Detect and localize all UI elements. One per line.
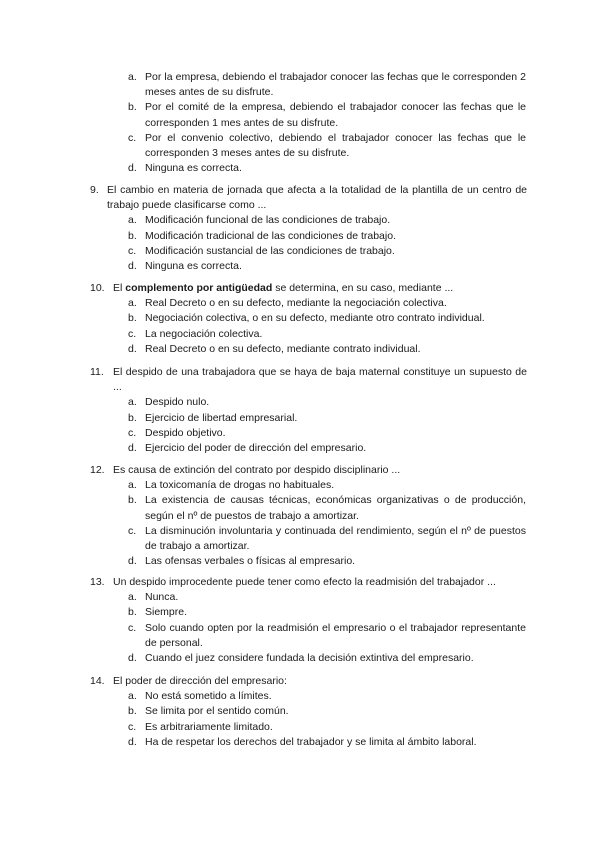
option-text: Real Decreto o en su defecto, mediante la negociación colectiva.: [145, 297, 447, 310]
option-text: Cuando el juez considere fundada la decisión extintiva del empresario.: [145, 652, 474, 665]
question-stem: [0, 575, 600, 590]
option-text: Las ofensas verbales o físicas al empresario.: [145, 555, 356, 568]
question-text: El despido de una trabajadora que se haya de baja maternal constituye un supuesto de ...: [113, 366, 527, 394]
option-b: [0, 605, 600, 620]
option-text: Es arbitrariamente limitado.: [145, 720, 273, 733]
option-b: [0, 229, 600, 244]
option-letter: c.: [128, 426, 137, 439]
question-number: 13.: [90, 576, 105, 588]
question-stem: [0, 365, 600, 395]
option-a: [0, 213, 600, 228]
option-c: [0, 524, 600, 554]
option-letter: d.: [128, 442, 137, 455]
option-a: [0, 590, 600, 605]
option-d: [0, 735, 600, 750]
option-text: La negociación colectiva.: [145, 327, 263, 340]
option-letter: b.: [128, 494, 137, 507]
option-text: Despido objetivo.: [145, 426, 226, 439]
option-text: Ha de respetar los derechos del trabajador y se limita al ámbito laboral.: [145, 735, 477, 748]
option-letter: b.: [128, 705, 137, 718]
option-text: Ninguna es correcta.: [145, 260, 242, 273]
option-c: [0, 131, 600, 161]
option-text: Ejercicio del poder de dirección del empresario.: [145, 442, 367, 455]
option-letter: c.: [128, 720, 137, 733]
option-letter: a.: [128, 479, 137, 492]
option-text: Ejercicio de libertad empresarial.: [145, 411, 298, 424]
option-text: La disminución involuntaria y continuada del rendimiento, según el nº de puestos de trabajo a amortizar.: [145, 524, 526, 553]
option-letter: d.: [128, 652, 137, 665]
option-letter: d.: [128, 162, 137, 175]
option-letter: b.: [128, 101, 137, 114]
option-letter: a.: [128, 690, 137, 703]
question-14: [0, 674, 600, 750]
question-stem: [0, 183, 600, 213]
option-d: [0, 259, 600, 274]
option-letter: b.: [128, 312, 137, 325]
option-letter: c.: [128, 524, 137, 537]
option-b: [0, 411, 600, 426]
question-12: [0, 463, 600, 569]
option-text: Modificación tradicional de las condiciones de trabajo.: [145, 229, 396, 242]
option-a: [0, 395, 600, 410]
option-text: Ninguna es correcta.: [145, 162, 242, 175]
question-9: [0, 183, 600, 274]
option-letter: a.: [128, 71, 137, 83]
option-text: Por la empresa, debiendo el trabajador conocer las fechas que le corresponden 2 meses antes de su disfrute.: [145, 71, 526, 99]
option-b: [0, 311, 600, 326]
option-b: [0, 100, 600, 130]
option-letter: d.: [128, 555, 137, 568]
option-a: [0, 70, 600, 100]
option-letter: c.: [128, 327, 137, 340]
option-text: Despido nulo.: [145, 396, 210, 409]
option-letter: a.: [128, 396, 137, 409]
question-11: [0, 365, 600, 456]
option-text: No está sometido a límites.: [145, 690, 272, 703]
option-d: [0, 441, 600, 456]
option-text: Por el comité de la empresa, debiendo el trabajador conocer las fechas que le corresponden 1 mes antes de su disfrute.: [145, 101, 526, 129]
option-d: [0, 342, 600, 357]
option-b: [0, 493, 600, 523]
question-text-after: se determina, en su caso, mediante ...: [272, 282, 454, 294]
option-text: La existencia de causas técnicas, económicas organizativas o de producción, según el nº de puestos de trabajo a amortizar.: [145, 494, 526, 522]
question-text: Un despido improcedente puede tener como efecto la readmisión del trabajador ...: [113, 576, 496, 588]
question-stem: [0, 463, 600, 478]
option-text: Real Decreto o en su defecto, mediante contrato individual.: [145, 342, 421, 355]
option-text: Por el convenio colectivo, debiendo el trabajador conocer las fechas que le corresponden 3 meses antes de su disfrute.: [145, 131, 526, 160]
option-letter: b.: [128, 229, 137, 242]
option-b: [0, 704, 600, 719]
option-letter: c.: [128, 621, 137, 634]
option-letter: b.: [128, 411, 137, 424]
option-d: [0, 161, 600, 176]
option-d: [0, 554, 600, 569]
option-letter: c.: [128, 131, 137, 144]
option-a: [0, 296, 600, 311]
option-text: Se limita por el sentido común.: [145, 705, 289, 718]
option-text: Negociación colectiva, o en su defecto, mediante otro contrato individual.: [145, 312, 485, 325]
question-text: El poder de dirección del empresario:: [113, 675, 287, 687]
question-text: [113, 281, 527, 296]
option-letter: c.: [128, 244, 137, 257]
question-number: 11.: [90, 366, 104, 378]
option-letter: a.: [128, 297, 137, 310]
option-letter: a.: [128, 591, 137, 604]
option-text: Modificación sustancial de las condiciones de trabajo.: [145, 244, 395, 257]
prev-question-options: [0, 70, 600, 176]
option-letter: d.: [128, 260, 137, 273]
question-number: 10.: [90, 282, 105, 294]
option-d: [0, 651, 600, 666]
question-stem: [0, 281, 600, 296]
option-letter: a.: [128, 214, 137, 227]
question-number: 9.: [90, 184, 99, 196]
question-text: El cambio en materia de jornada que afecta a la totalidad de la plantilla de un centro de trabajo puede clasificarse como ...: [107, 184, 527, 212]
option-text: La toxicomanía de drogas no habituales.: [145, 479, 335, 492]
question-10: [0, 281, 600, 357]
option-a: [0, 689, 600, 704]
option-c: [0, 720, 600, 735]
option-letter: d.: [128, 342, 137, 355]
question-text: Es causa de extinción del contrato por despido disciplinario ...: [113, 464, 401, 476]
question-text-bold: complemento por antigüedad: [125, 282, 273, 294]
option-text: Modificación funcional de las condiciones de trabajo.: [145, 214, 391, 227]
option-text: Nunca.: [145, 591, 179, 604]
option-text: Solo cuando opten por la readmisión el empresario o el trabajador representante de personal.: [145, 621, 526, 649]
question-stem: [0, 674, 600, 689]
option-c: [0, 426, 600, 441]
option-letter: b.: [128, 606, 137, 619]
question-text-before: El: [113, 282, 126, 294]
option-a: [0, 478, 600, 493]
option-letter: d.: [128, 735, 137, 748]
question-13: [0, 575, 600, 666]
question-number: 12.: [90, 464, 105, 476]
option-c: [0, 621, 600, 651]
option-c: [0, 244, 600, 259]
option-c: [0, 327, 600, 342]
option-text: Siempre.: [145, 606, 188, 619]
question-number: 14.: [90, 675, 105, 687]
